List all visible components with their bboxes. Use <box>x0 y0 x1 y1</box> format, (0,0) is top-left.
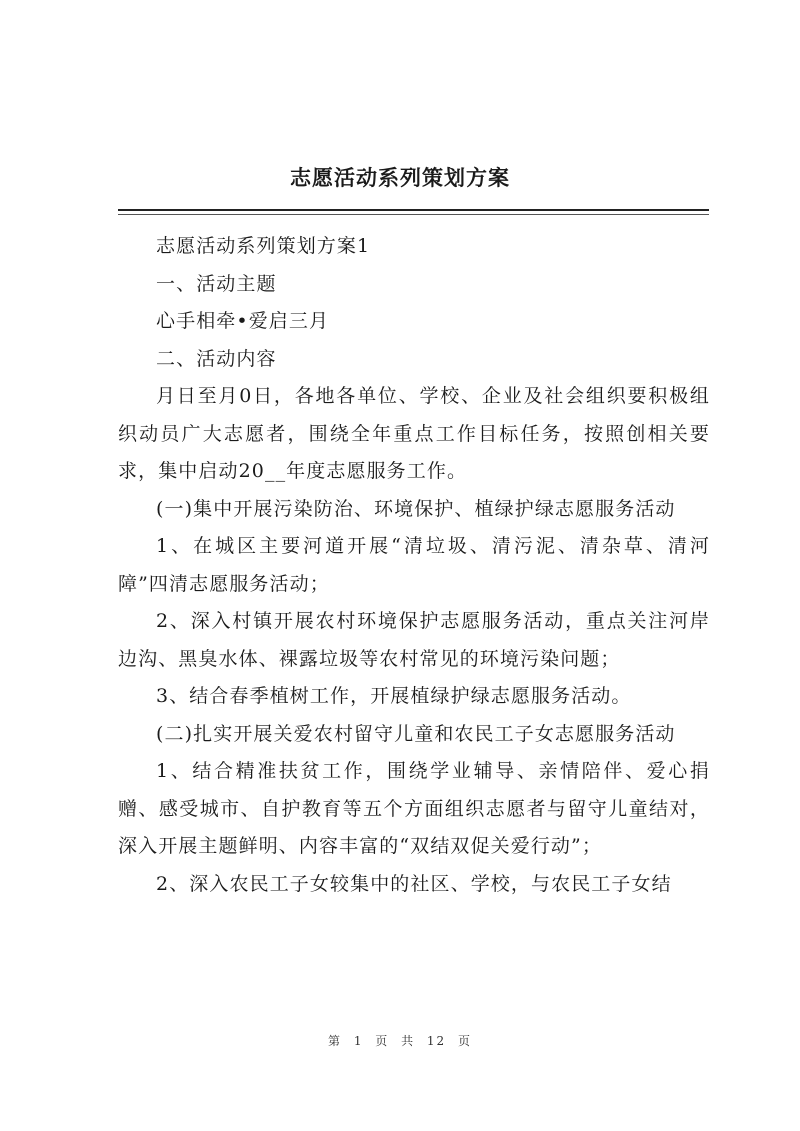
paragraph: 心手相牵•爱启三月 <box>156 310 330 332</box>
paragraph: 1、结合精准扶贫工作，围绕学业辅导、亲情陪伴、爱心捐赠、感受城市、自护教育等五个方面组织志愿者与留守儿童结对，深入开展主题鲜明、内容丰富的“双结双促关爱行动”； <box>118 760 710 857</box>
paragraph: 2、深入农民工子女较集中的社区、学校，与农民工子女结 <box>156 872 672 895</box>
paragraph: 志愿活动系列策划方案1 <box>156 235 371 257</box>
title-divider-thick <box>118 209 709 211</box>
title-divider-thin <box>118 214 709 215</box>
paragraph: 月日至月0日，各地各单位、学校、企业及社会组织要积极组织动员广大志愿者，围绕全年重点工作目标任务，按照创相关要求，集中启动20__年度志愿服务工作。 <box>118 385 710 482</box>
paragraph: 二、活动内容 <box>156 347 277 370</box>
paragraph: 一、活动主题 <box>156 272 277 295</box>
paragraph: 1、在城区主要河道开展“清垃圾、清污泥、清杂草、清河障”四清志愿服务活动； <box>118 535 710 595</box>
page-number-footer: 第 1 页 共 12 页 <box>328 1034 472 1048</box>
paragraph: 2、深入村镇开展农村环境保护志愿服务活动，重点关注河岸边沟、黑臭水体、裸露垃圾等农村常见的环境污染问题； <box>118 610 710 670</box>
paragraph: 3、结合春季植树工作，开展植绿护绿志愿服务活动。 <box>156 685 632 707</box>
paragraph: (二)扎实开展关爱农村留守儿童和农民工子女志愿服务活动 <box>156 722 676 745</box>
document-title: 志愿活动系列策划方案 <box>290 166 510 190</box>
paragraph: (一)集中开展污染防治、环境保护、植绿护绿志愿服务活动 <box>156 497 676 520</box>
document-body <box>118 228 710 903</box>
